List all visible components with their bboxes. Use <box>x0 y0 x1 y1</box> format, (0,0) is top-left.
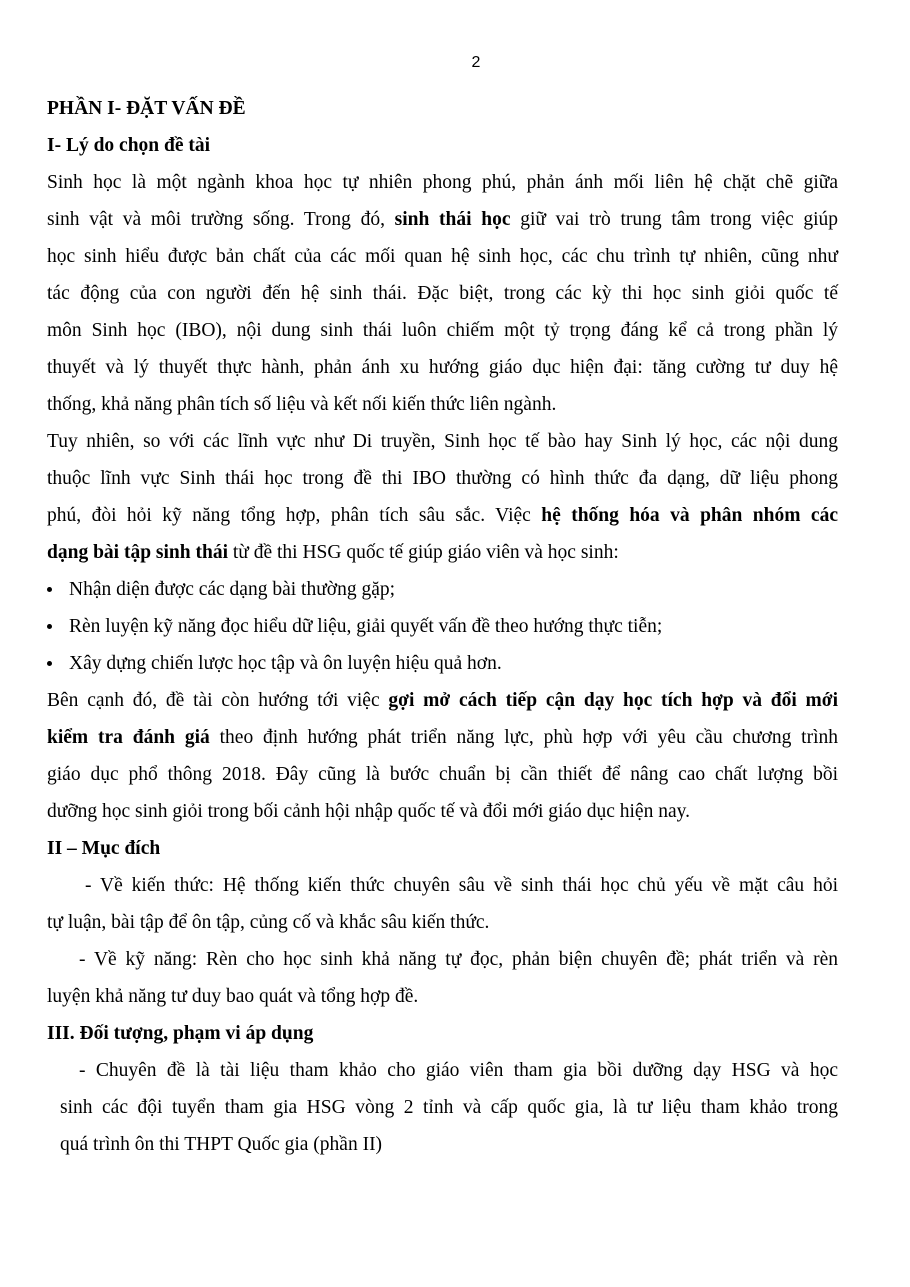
text-line: tự luận, bài tập để ôn tập, củng cố và khắc sâu kiến thức. <box>47 912 490 933</box>
text-run: giữ vai trò trung tâm trong việc giúp <box>510 209 838 230</box>
text-line: tác động của con người đến hệ sinh thái. Đặc biệt, trong các kỳ thi học sinh giỏi quốc tế <box>47 283 838 304</box>
text-line <box>47 534 838 571</box>
text-line: Tuy nhiên, so với các lĩnh vực như Di truyền, Sinh học tế bào hay Sinh lý học, các nội dung <box>47 431 838 452</box>
bold-term: dạng bài tập sinh thái <box>47 542 228 563</box>
list-item-text: Nhận diện được các dạng bài thường gặp; <box>69 579 396 600</box>
paragraph-besides <box>47 682 838 830</box>
list-item-text: Xây dựng chiến lược học tập và ôn luyện hiệu quả hơn. <box>69 653 502 674</box>
text-line <box>47 682 838 719</box>
text-line: dưỡng học sinh giỏi trong bối cảnh hội nhập quốc tế và đổi mới giáo dục hiện nay. <box>47 801 690 822</box>
text-line: môn Sinh học (IBO), nội dung sinh thái luôn chiếm một tỷ trọng đáng kể cả trong phần lý <box>47 320 838 341</box>
part-heading: PHẦN I- ĐẶT VẤN ĐỀ <box>47 98 246 119</box>
text-line <box>47 719 838 756</box>
text-line: luyện khả năng tư duy bao quát và tổng hợp đề. <box>47 986 419 1007</box>
document-body <box>47 90 838 1163</box>
paragraph-however <box>47 423 838 571</box>
page-number: 2 <box>471 54 481 71</box>
text-run: phú, đòi hỏi kỹ năng tổng hợp, phân tích sâu sắc. Việc <box>47 505 542 526</box>
text-run: sinh vật và môi trường sống. Trong đó, <box>47 209 395 230</box>
text-run: từ đề thi HSG quốc tế giúp giáo viên và học sinh: <box>228 542 619 563</box>
list-item-text: Rèn luyện kỹ năng đọc hiểu dữ liệu, giải quyết vấn đề theo hướng thực tiễn; <box>69 616 663 637</box>
text-line: sinh các đội tuyển tham gia HSG vòng 2 tỉnh và cấp quốc gia, là tư liệu tham khảo trong <box>60 1097 838 1118</box>
bullet-list <box>47 571 838 682</box>
text-line: thuộc lĩnh vực Sinh thái học trong đề thi IBO thường có hình thức đa dạng, dữ liệu phong <box>47 468 838 489</box>
bold-term: gợi mở cách tiếp cận dạy học tích hợp và đổi mới <box>388 690 838 711</box>
text-line: thống, khả năng phân tích số liệu và kết nối kiến thức liên ngành. <box>47 394 557 415</box>
text-run: Bên cạnh đó, đề tài còn hướng tới việc <box>47 690 389 711</box>
text-line <box>47 201 838 238</box>
text-line: - Về kỹ năng: Rèn cho học sinh khả năng tự đọc, phản biện chuyên đề; phát triển và rèn <box>79 949 838 970</box>
text-line: Sinh học là một ngành khoa học tự nhiên phong phú, phản ánh mối liên hệ chặt chẽ giữa <box>47 172 838 193</box>
bullet-dot-icon <box>47 587 52 592</box>
bold-term: kiểm tra đánh giá <box>47 727 210 748</box>
section-heading-reason: I- Lý do chọn đề tài <box>47 135 211 156</box>
bullet-dot-icon <box>47 661 52 666</box>
text-run: theo định hướng phát triển năng lực, phù hợp với yêu cầu chương trình <box>209 727 838 748</box>
bold-term: sinh thái học <box>394 209 511 230</box>
bold-term: hệ thống hóa và phân nhóm các <box>541 505 838 526</box>
text-line: - Chuyên đề là tài liệu tham khảo cho giáo viên tham gia bồi dưỡng dạy HSG và học <box>79 1060 838 1081</box>
scope-paragraph <box>47 1052 838 1163</box>
text-line: giáo dục phổ thông 2018. Đây cũng là bước chuẩn bị cần thiết để nâng cao chất lượng bồi <box>47 764 838 785</box>
text-line <box>47 497 838 534</box>
text-line: - Về kiến thức: Hệ thống kiến thức chuyên sâu về sinh thái học chủ yếu về mặt câu hỏi <box>85 875 838 896</box>
list-item <box>47 645 838 682</box>
list-item <box>47 571 838 608</box>
list-item <box>47 608 838 645</box>
section-heading-scope: III. Đối tượng, phạm vi áp dụng <box>47 1023 314 1044</box>
paragraph-intro <box>47 164 838 423</box>
text-line: học sinh hiểu được bản chất của các mối quan hệ sinh học, các chu trình tự nhiên, cũng như <box>47 246 838 267</box>
purpose-list <box>47 867 838 1015</box>
section-heading-purpose: II – Mục đích <box>47 838 161 859</box>
bullet-dot-icon <box>47 624 52 629</box>
text-line: quá trình ôn thi THPT Quốc gia (phần II) <box>60 1134 383 1155</box>
text-line: thuyết và lý thuyết thực hành, phản ánh xu hướng giáo dục hiện đại: tăng cường tư duy hệ <box>47 357 838 378</box>
